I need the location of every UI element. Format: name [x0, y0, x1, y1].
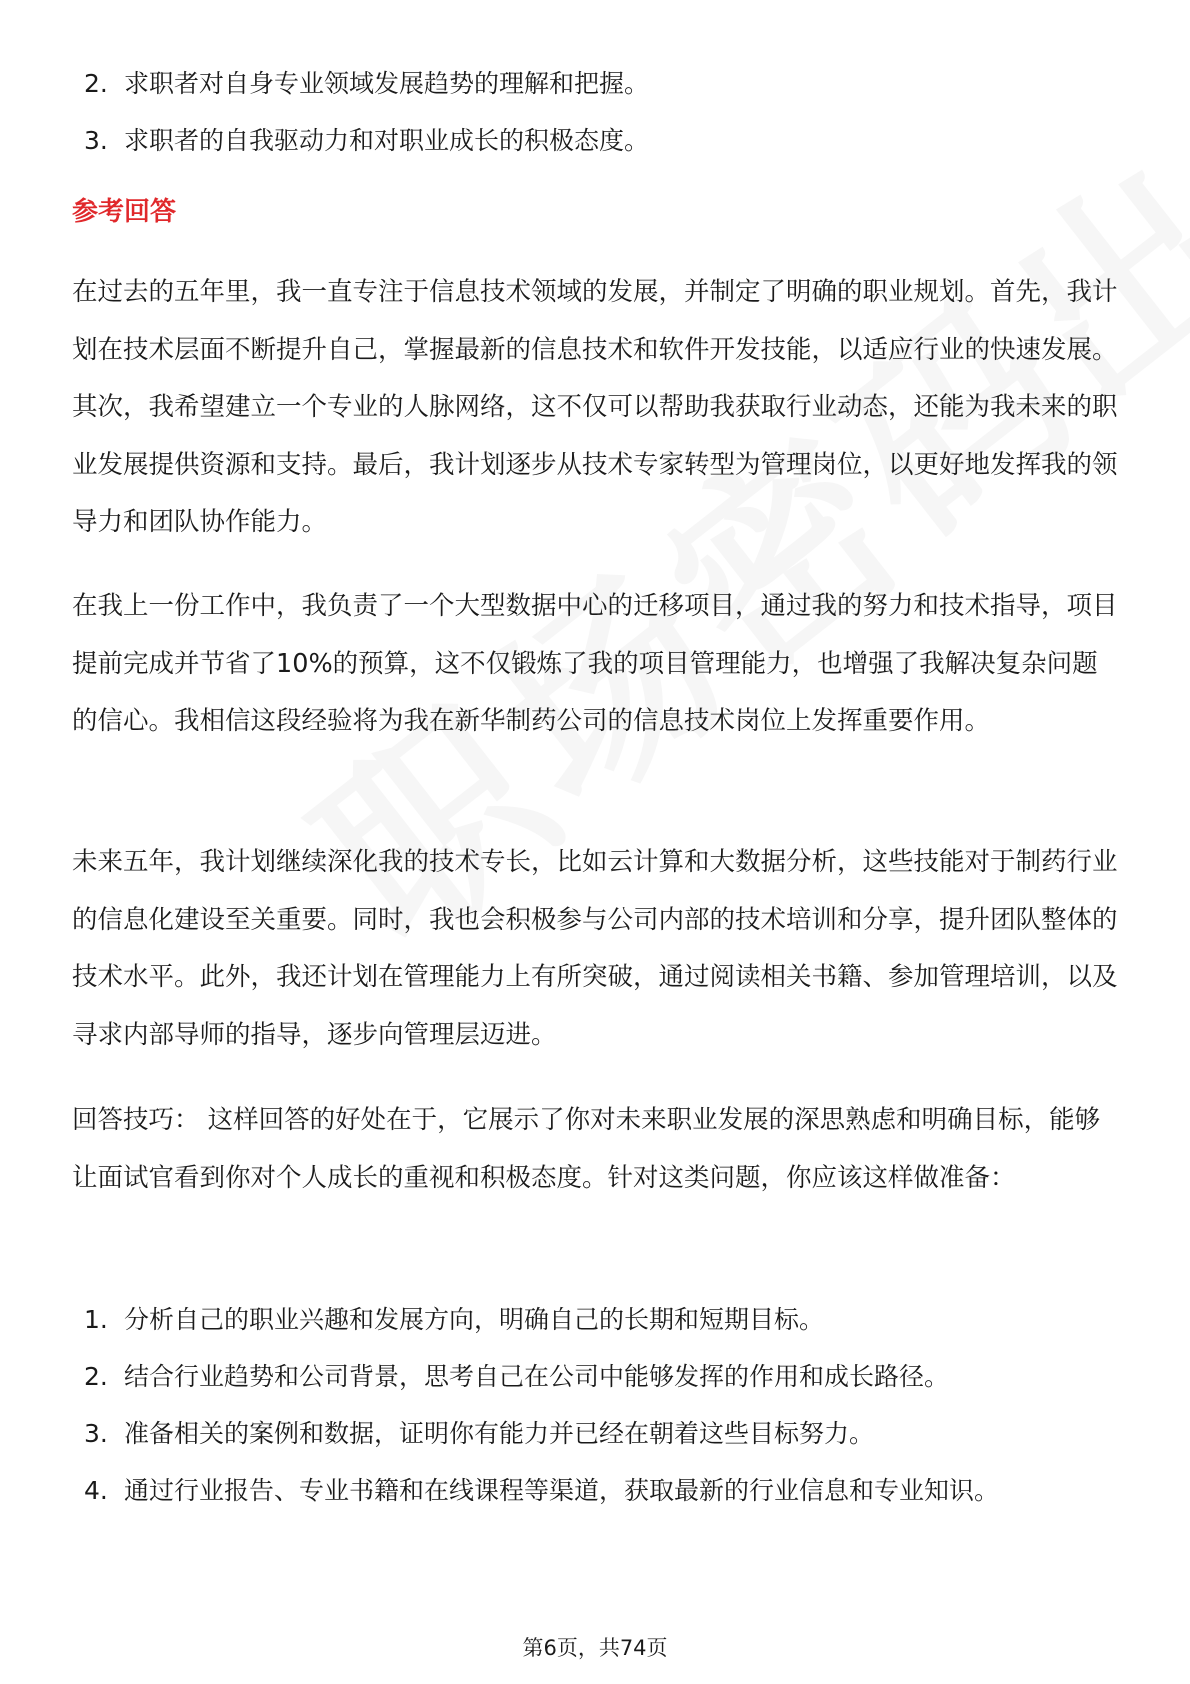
list-item: [84, 55, 1124, 112]
answer-paragraph: 在我上一份工作中，我负责了一个大型数据中心的迁移项目，通过我的努力和技术指导，项目提前完成并节省了10%的预算，这不仅锻炼了我的项目管理能力，也增强了我解决复杂问题的信心。我相信这段经验将为我在新华制药公司的信息技术岗位上发挥重要作用。: [72, 591, 1118, 736]
page-number: 第6页，共74页: [522, 1636, 668, 1660]
answer-tips-paragraph: 回答技巧： 这样回答的好处在于，它展示了你对未来职业发展的深思熟虑和明确目标，能够让面试官看到你对个人成长的重视和积极态度。针对这类问题，你应该这样做准备：: [72, 1105, 1101, 1193]
list-item: [84, 112, 1124, 169]
list-item-number: 3.: [84, 1419, 108, 1448]
list-item-text: 分析自己的职业兴趣和发展方向，明确自己的长期和短期目标。: [124, 1305, 825, 1334]
list-item-number: 2.: [84, 1362, 108, 1391]
answer-paragraph: 未来五年，我计划继续深化我的技术专长，比如云计算和大数据分析，这些技能对于制药行业的信息化建设至关重要。同时，我也会积极参与公司内部的技术培训和分享，提升团队整体的技术水平。此外，我还计划在管理能力上有所突破，通过阅读相关书籍、参加管理培训，以及寻求内部导师的指导，逐步向管理层迈进。: [72, 847, 1118, 1050]
list-item-text: 求职者的自我驱动力和对职业成长的积极态度。: [124, 126, 650, 155]
list-item: [84, 1348, 1124, 1405]
list-item: [84, 1405, 1124, 1462]
list-item-text: 准备相关的案例和数据，证明你有能力并已经在朝着这些目标努力。: [124, 1419, 875, 1448]
list-item-number: 1.: [84, 1305, 108, 1334]
list-item: [84, 1291, 1124, 1348]
list-item-text: 结合行业趋势和公司背景，思考自己在公司中能够发挥的作用和成长路径。: [124, 1362, 950, 1391]
answer-paragraph: 在过去的五年里，我一直专注于信息技术领域的发展，并制定了明确的职业规划。首先，我计划在技术层面不断提升自己，掌握最新的信息技术和软件开发技能，以适应行业的快速发展。其次，我希望建立一个专业的人脉网络，这不仅可以帮助我获取行业动态，还能为我未来的职业发展提供资源和支持。最后，我计划逐步从技术专家转型为管理岗位，以更好地发挥我的领导力和团队协作能力。: [72, 277, 1118, 537]
list-item-number: 3.: [84, 126, 108, 155]
list-item-text: 求职者对自身专业领域发展趋势的理解和把握。: [124, 69, 650, 98]
preparation-list: [84, 1291, 1124, 1519]
list-item-number: 4.: [84, 1476, 108, 1505]
criteria-list: [84, 55, 1124, 169]
list-item: [84, 1462, 1064, 1519]
section-heading: 参考回答: [72, 197, 177, 227]
list-item-number: 2.: [84, 69, 108, 98]
list-item-text: 通过行业报告、专业书籍和在线课程等渠道，获取最新的行业信息和专业知识。: [124, 1476, 1000, 1505]
